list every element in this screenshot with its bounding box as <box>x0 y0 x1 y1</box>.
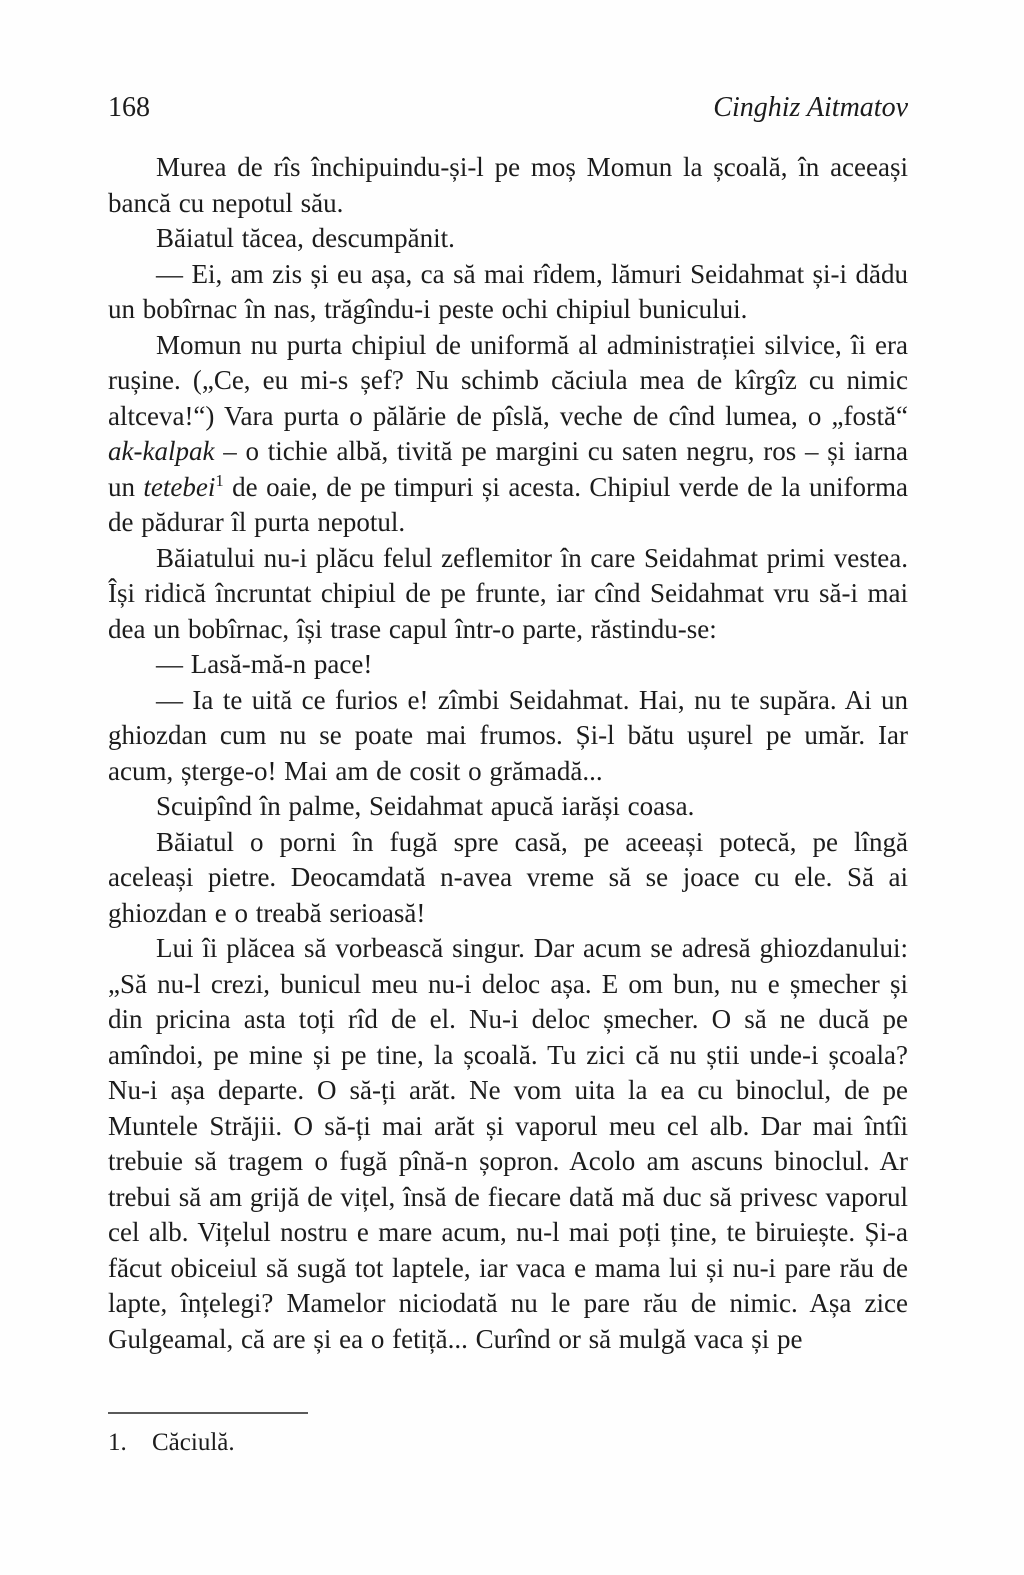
italic-term: tetebei <box>143 471 216 502</box>
text-block <box>108 150 908 1357</box>
footnote-line <box>108 1428 908 1458</box>
paragraph <box>108 150 908 221</box>
text-run: — Ia te uită ce furios e! zîmbi Seidahmat. Hai, nu te supăra. Ai un ghiozdan cum nu se poate mai frumos. Și-l bătu ușurel pe umăr. Iar acum, șterge-o! Mai am de cosit o grămadă... <box>108 684 908 786</box>
paragraph <box>108 647 908 683</box>
footnote-marker: 1. <box>108 1429 127 1456</box>
page-header <box>108 92 908 124</box>
paragraph <box>108 825 908 932</box>
text-run: — Lasă-mă-n pace! <box>156 649 373 679</box>
footnote-text: Căciulă. <box>152 1429 235 1456</box>
text-run: Lui îi plăcea să vorbească singur. Dar acum se adresă ghiozdanului: „Să nu-l crezi, bunicul meu nu-i deloc așa. E om bun, nu e șmecher și din pricina asta toți rîd de el. Nu-i deloc șmecher. O să ne ducă pe amîndoi, pe mine și pe tine, la școală. Tu zici că nu știi unde-i școala? Nu-i așa departe. O să-ți arăt. Ne vom uita la ea cu binoclul, de pe Muntele Străjii. O să-ți mai arăt și vaporul meu cel alb. Dar mai întîi trebuie să tragem o fugă pînă-n șopron. Acolo am ascuns binoclul. Ar trebui să am grijă de vițel, însă de fiecare dată mă duc să privesc vaporul cel alb. Vițelul nostru e mare acum, nu-l mai poți ține, te biruiește. Și-a făcut obiceiul să sugă tot laptele, iar vaca e mama lui și nu-i pare rău de lapte, înțelegi? Mamelor niciodată nu le pare rău de nimic. Așa zice Gulgeamal, că are și ea o fetiță... Curînd or să mulgă vaca și pe <box>108 933 908 1354</box>
paragraph <box>108 221 908 257</box>
paragraph <box>108 328 908 541</box>
paragraph <box>108 683 908 790</box>
text-run: de oaie, de pe timpuri și acesta. Chipiul verde de la uniforma de pădurar îl purta nepotul. <box>108 471 908 537</box>
running-header-author: Cinghiz Aitmatov <box>713 92 908 123</box>
paragraph <box>108 789 908 825</box>
text-run: Momun nu purta chipiul de uniformă al administrației silvice, îi era rușine. („Ce, eu mi-s șef? Nu schimb căciula mea de kîrgîz cu nimic altceva!“) Vara purta o pălărie de pîslă, veche de cînd lumea, o „fostă“ <box>108 329 908 431</box>
text-run: Murea de rîs închipuindu-și-l pe moș Momun la școală, în aceeași bancă cu nepotul său. <box>108 152 908 218</box>
footnote-reference: 1 <box>215 470 224 490</box>
text-run: Scuipînd în palme, Seidahmat apucă iarăși coasa. <box>156 791 695 821</box>
paragraph <box>108 541 908 648</box>
text-run: Băiatul tăcea, descumpănit. <box>156 223 455 253</box>
paragraph <box>108 257 908 328</box>
paragraph <box>108 931 908 1357</box>
italic-term: ak-kalpak <box>108 436 215 466</box>
text-run: Băiatului nu-i plăcu felul zeflemitor în care Seidahmat primi vestea. Își ridică încruntat chipiul de pe frunte, iar cînd Seidahmat vru să-i mai dea un bobîrnac, își trase capul într-o parte, răstindu-se: <box>108 542 908 644</box>
text-run: – o tichie albă, tivită pe margini cu saten negru, ros – și iarna un <box>108 436 908 502</box>
footnote <box>108 1412 908 1458</box>
page-number: 168 <box>108 92 150 123</box>
text-run: — Ei, am zis și eu așa, ca să mai rîdem, lămuri Seidahmat și-i dădu un bobîrnac în nas, trăgîndu-i peste ochi chipiul bunicului. <box>108 258 908 324</box>
text-run: Băiatul o porni în fugă spre casă, pe aceeași potecă, pe lîngă aceleași pietre. Deocamdată n-avea vreme să se joace cu ele. Să ai ghiozdan e o treabă serioasă! <box>108 826 908 928</box>
footnote-separator <box>108 1412 308 1414</box>
